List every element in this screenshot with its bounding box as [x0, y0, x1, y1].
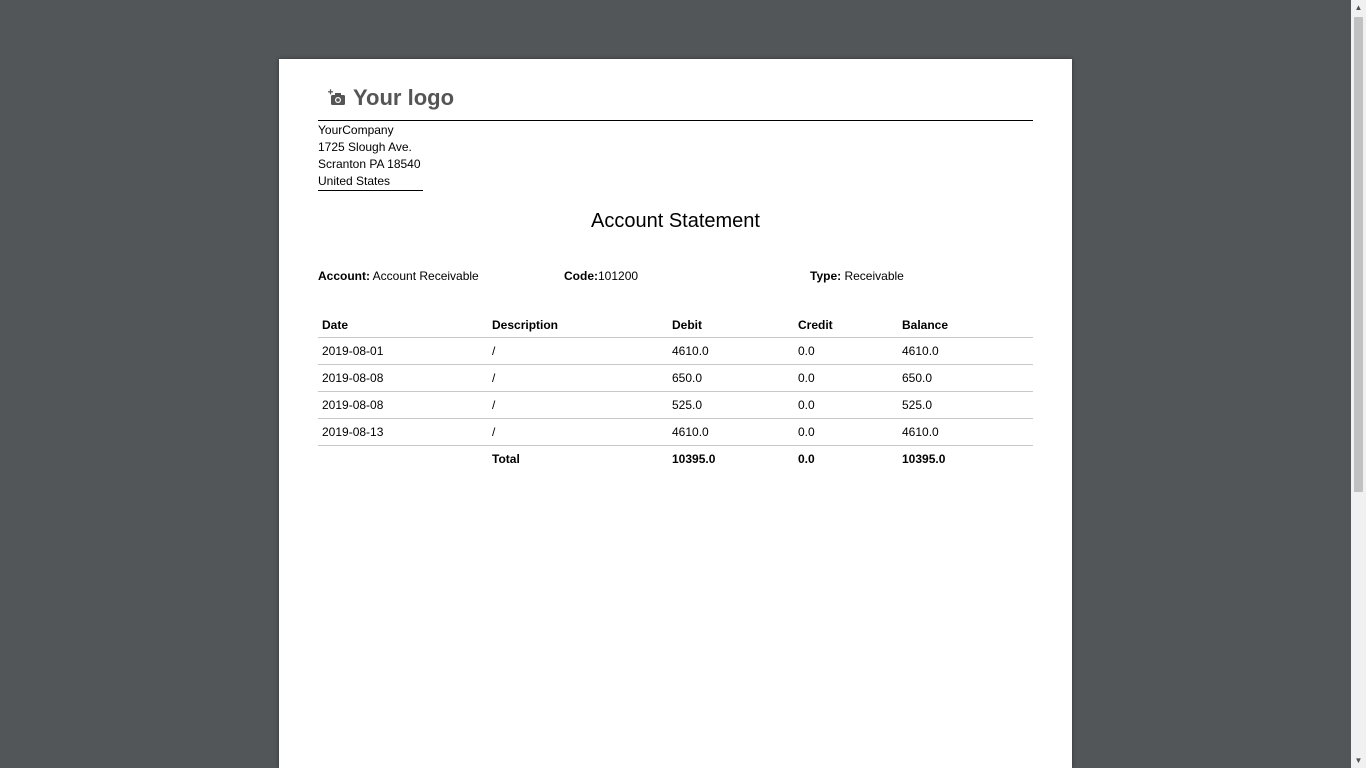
logo-text: Your logo: [353, 85, 455, 110]
cell-balance: 525.0: [898, 392, 1033, 419]
report-title: Account Statement: [591, 210, 760, 232]
code-label: Code:: [564, 269, 598, 283]
header-divider: [318, 120, 1033, 121]
cell-balance: 4610.0: [898, 338, 1033, 365]
cell-balance: 650.0: [898, 365, 1033, 392]
statement-table: [318, 312, 1033, 472]
camera-plus-icon: [328, 89, 346, 107]
table-row: [318, 338, 1033, 365]
table-header-row: [318, 312, 1033, 338]
table-row: [318, 365, 1033, 392]
cell-credit: 0.0: [794, 365, 898, 392]
table-row: [318, 419, 1033, 446]
cell-credit: 0.0: [794, 419, 898, 446]
type-value: Receivable: [844, 269, 904, 283]
company-street: 1725 Slough Ave.: [318, 140, 412, 154]
type-field: [810, 269, 904, 283]
type-label: Type:: [810, 269, 842, 283]
cell-description: /: [488, 365, 668, 392]
account-field: [318, 269, 479, 283]
total-credit: 0.0: [798, 452, 815, 466]
cell-balance: 4610.0: [898, 419, 1033, 446]
cell-description: /: [488, 338, 668, 365]
code-value: 101200: [598, 269, 639, 283]
company-city: Scranton PA 18540: [318, 157, 421, 171]
document-page: [279, 59, 1072, 768]
cell-debit: 525.0: [668, 392, 794, 419]
header-date: Date: [318, 312, 488, 338]
code-field: [564, 269, 638, 283]
account-value: Account Receivable: [372, 269, 479, 283]
account-label: Account:: [318, 269, 370, 283]
total-debit: 10395.0: [672, 452, 716, 466]
header-debit: Debit: [668, 312, 794, 338]
cell-description: /: [488, 419, 668, 446]
cell-credit: 0.0: [794, 338, 898, 365]
cell-date: 2019-08-01: [318, 338, 488, 365]
company-country: United States: [318, 173, 423, 191]
cell-debit: 650.0: [668, 365, 794, 392]
header-balance: Balance: [898, 312, 1033, 338]
header-credit: Credit: [794, 312, 898, 338]
cell-date: 2019-08-13: [318, 419, 488, 446]
total-label: Total: [492, 452, 520, 466]
table-row: [318, 392, 1033, 419]
vertical-scrollbar[interactable]: [1351, 0, 1366, 768]
company-name: YourCompany: [318, 123, 394, 137]
cell-debit: 4610.0: [668, 419, 794, 446]
triangle-down-icon[interactable]: ▼: [1354, 755, 1363, 765]
scroll-thumb[interactable]: [1354, 17, 1363, 492]
cell-date: 2019-08-08: [318, 392, 488, 419]
cell-credit: 0.0: [794, 392, 898, 419]
company-address: [318, 122, 423, 191]
company-logo: [328, 85, 454, 111]
triangle-up-icon[interactable]: ▲: [1354, 2, 1363, 12]
total-row: [318, 446, 1033, 473]
header-description: Description: [488, 312, 668, 338]
total-empty-cell: [318, 446, 488, 473]
cell-date: 2019-08-08: [318, 365, 488, 392]
cell-debit: 4610.0: [668, 338, 794, 365]
total-balance: 10395.0: [902, 452, 946, 466]
cell-description: /: [488, 392, 668, 419]
